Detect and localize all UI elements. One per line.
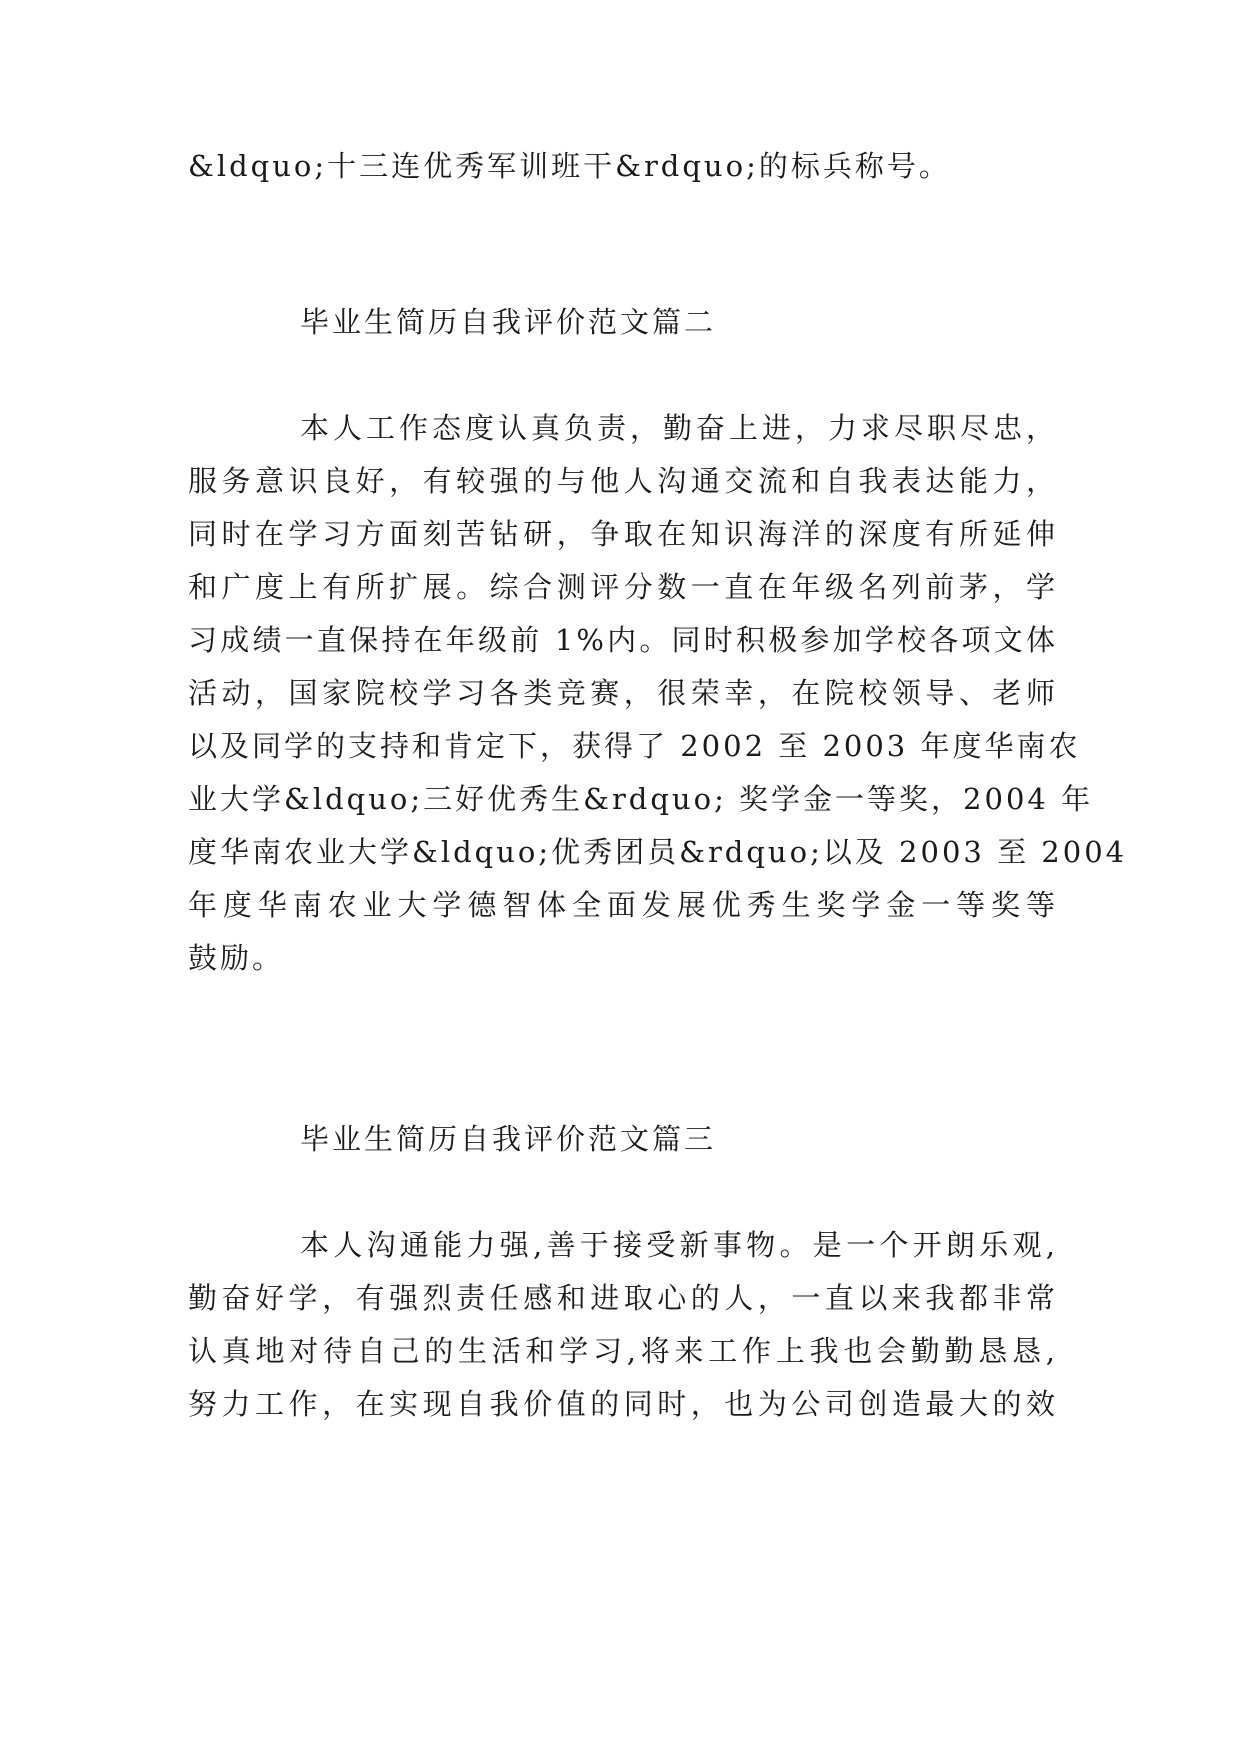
section-heading-2: 毕业生简历自我评价范文篇二 xyxy=(300,305,717,339)
paragraph-line: 业大学&ldquo;三好优秀生&rdquo; 奖学金一等奖，2004 年 xyxy=(188,782,1094,816)
paragraph-line: 活动，国家院校学习各类竞赛，很荣幸，在院校领导、老师 xyxy=(188,676,1058,710)
paragraph-line: 本人沟通能力强,善于接受新事物。是一个开朗乐观, xyxy=(300,1228,1058,1262)
paragraph-line: 认真地对待自己的生活和学习,将来工作上我也会勤勤恳恳, xyxy=(188,1334,1058,1368)
paragraph-line: 服务意识良好，有较强的与他人沟通交流和自我表达能力， xyxy=(188,464,1058,498)
paragraph-line: 鼓励。 xyxy=(188,941,285,975)
paragraph-line: 度华南农业大学&ldquo;优秀团员&rdquo;以及 2003 至 2004 xyxy=(188,835,1128,869)
paragraph-line: 同时在学习方面刻苦钻研，争取在知识海洋的深度有所延伸 xyxy=(188,517,1058,551)
paragraph-line: 习成绩一直保持在年级前 1%内。同时积极参加学校各项文体 xyxy=(188,623,1058,657)
paragraph-line: 本人工作态度认真负责，勤奋上进，力求尽职尽忠， xyxy=(300,411,1058,445)
paragraph-line: 勤奋好学，有强烈责任感和进取心的人，一直以来我都非常 xyxy=(188,1281,1058,1315)
top-fragment: &ldquo;十三连优秀军训班干&rdquo;的标兵称号。 xyxy=(188,149,951,183)
paragraph-line: 和广度上有所扩展。综合测评分数一直在年级名列前茅，学 xyxy=(188,570,1058,604)
paragraph-line: 年度华南农业大学德智体全面发展优秀生奖学金一等奖等 xyxy=(188,888,1058,922)
section-heading-3: 毕业生简历自我评价范文篇三 xyxy=(300,1122,717,1156)
paragraph-line: 以及同学的支持和肯定下，获得了 2002 至 2003 年度华南农 xyxy=(188,729,1081,763)
paragraph-line: 努力工作，在实现自我价值的同时，也为公司创造最大的效 xyxy=(188,1387,1058,1421)
